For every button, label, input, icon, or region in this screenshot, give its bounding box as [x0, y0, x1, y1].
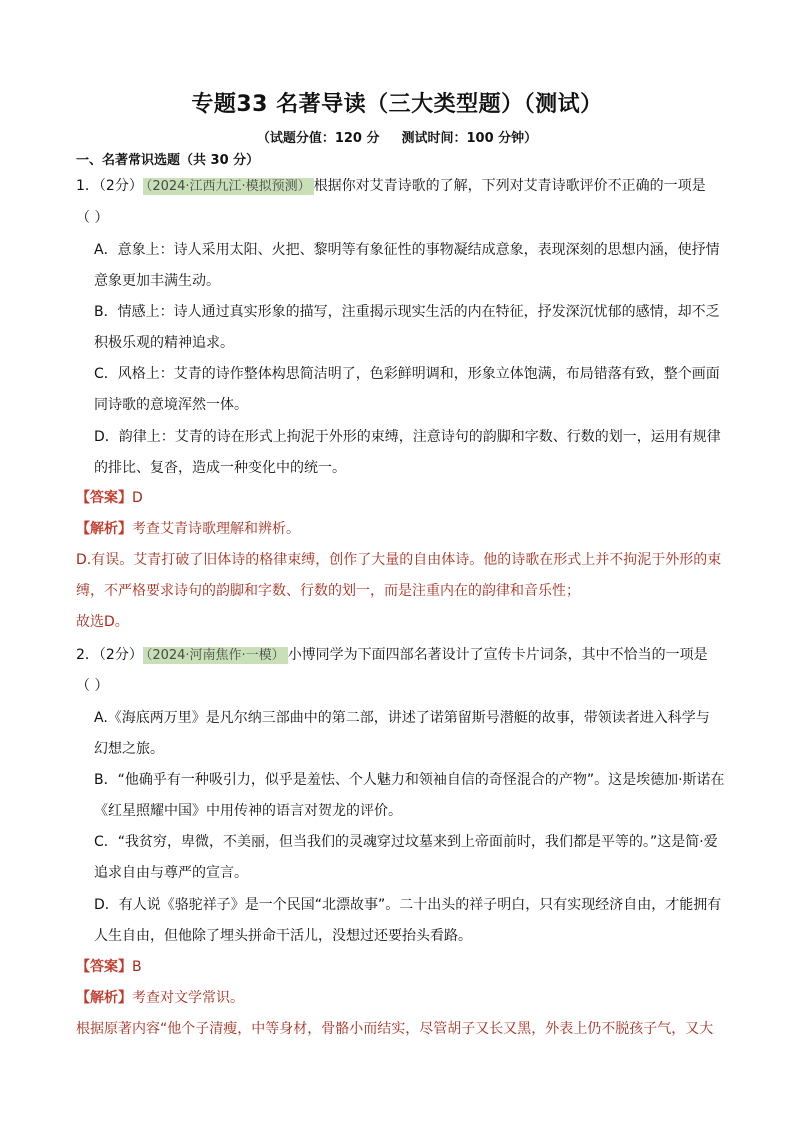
question-2-text: 小博同学为下面四部名著设计了宣传卡片词条，其中不恰当的一项是 — [287, 647, 708, 663]
question-1-prefix: 1．（2分） — [76, 178, 143, 194]
q1-explanation-line2: 缚，不严格要求诗句的韵脚和字数、行数的划一，而是注重内在的韵律和音乐性； — [76, 583, 580, 599]
q1-option-b-line2: 积极乐观的精神追求。 — [94, 335, 234, 351]
q2-explanation-line1: 根据原著内容“他个子清瘦，中等身材，骨骼小而结实，尽管胡子又长又黑，外表上仍不脱孩子气，又大 — [76, 1021, 714, 1037]
question-1-stem — [76, 176, 706, 197]
q1-option-d-line2: 的排比、复沓，造成一种变化中的统一。 — [94, 460, 346, 476]
question-2-answer — [76, 957, 142, 977]
question-1-answer — [76, 488, 143, 508]
q2-option-a-line2: 幻想之旅。 — [94, 741, 164, 757]
q2-option-d-line2: 人生自由，但他除了埋头拼命干活儿，没想过还要抬头看路。 — [94, 928, 472, 944]
question-2-prefix: 2．（2分） — [76, 647, 143, 663]
answer-label: 【答案】 — [76, 490, 132, 506]
q1-option-c-line1: C．风格上：艾青的诗作整体构思简洁明了，色彩鲜明调和，形象立体饱满，布局错落有致，整个画面 — [94, 366, 720, 382]
question-2-stem — [76, 645, 708, 666]
q1-explanation-line1: D.有误。艾青打破了旧体诗的格律束缚，创作了大量的自由体诗。他的诗歌在形式上并不拘泥于外形的束 — [76, 552, 722, 568]
q1-option-d-line1: D．韵律上：艾青的诗在形式上拘泥于外形的束缚，注意诗句的韵脚和字数、行数的划一，运用有规律 — [94, 429, 721, 445]
analysis-text: 考查对文学常识。 — [132, 990, 244, 1006]
time-info: 测试时间：100 分钟） — [401, 131, 538, 146]
q2-option-b-line2: 《红星照耀中国》中用传神的语言对贺龙的评价。 — [94, 803, 402, 819]
question-1-source-tag: （2024·江西九江·模拟预测） — [143, 178, 314, 195]
answer-value: D — [132, 490, 143, 506]
q1-option-a-line1: A．意象上：诗人采用太阳、火把、黎明等有象征性的事物凝结成意象，表现深刻的思想内涵，使抒情 — [94, 242, 720, 258]
q1-option-c-line2: 同诗歌的意境浑然一体。 — [94, 397, 248, 413]
page-subtitle — [0, 127, 794, 146]
question-2-source-tag: （2024·河南焦作·一模） — [143, 647, 288, 664]
q2-option-b-line1: B．“他确乎有一种吸引力，似乎是羞怯、个人魅力和领袖自信的奇怪混合的产物”。这是埃德加·斯诺在 — [94, 772, 725, 788]
page-title: 专题33 名著导读（三大类型题）（测试） — [191, 92, 603, 117]
analysis-label: 【解析】 — [76, 521, 132, 537]
answer-label: 【答案】 — [76, 959, 132, 975]
question-1-analysis — [76, 519, 300, 539]
q1-option-b-line1: B．情感上：诗人通过真实形象的描写，注重揭示现实生活的内在特征，抒发深沉忧郁的感情，却不乏 — [94, 304, 720, 320]
q1-option-a-line2: 意象更加丰满生动。 — [94, 273, 220, 289]
analysis-text: 考查艾青诗歌理解和辨析。 — [132, 521, 300, 537]
q2-option-c-line1: C．“我贫穷，卑微，不美丽，但当我们的灵魂穿过坟墓来到上帝面前时，我们都是平等的。”这是简·爱 — [94, 834, 718, 850]
answer-value: B — [132, 959, 142, 975]
score-info: （试题分值：120 分 — [256, 131, 380, 146]
section-heading: 一、名著常识选题（共 30 分） — [76, 153, 260, 168]
question-1-paren: （ ） — [76, 210, 109, 226]
question-2-paren: （ ） — [76, 678, 109, 694]
q1-explanation-line3: 故选D。 — [76, 614, 129, 630]
question-2-analysis — [76, 988, 244, 1008]
question-1-text: 根据你对艾青诗歌的了解，下列对艾青诗歌评价不正确的一项是 — [313, 178, 706, 194]
q2-option-d-line1: D．有人说《骆驼祥子》是一个民国“北漂故事”。二十出头的祥子明白，只有实现经济自由，才能拥有 — [94, 897, 722, 913]
analysis-label: 【解析】 — [76, 990, 132, 1006]
q2-option-c-line2: 追求自由与尊严的宣言。 — [94, 865, 248, 881]
q2-option-a-line1: A.《海底两万里》是凡尔纳三部曲中的第二部，讲述了诺第留斯号潜艇的故事，带领读者进入科学与 — [94, 710, 710, 726]
